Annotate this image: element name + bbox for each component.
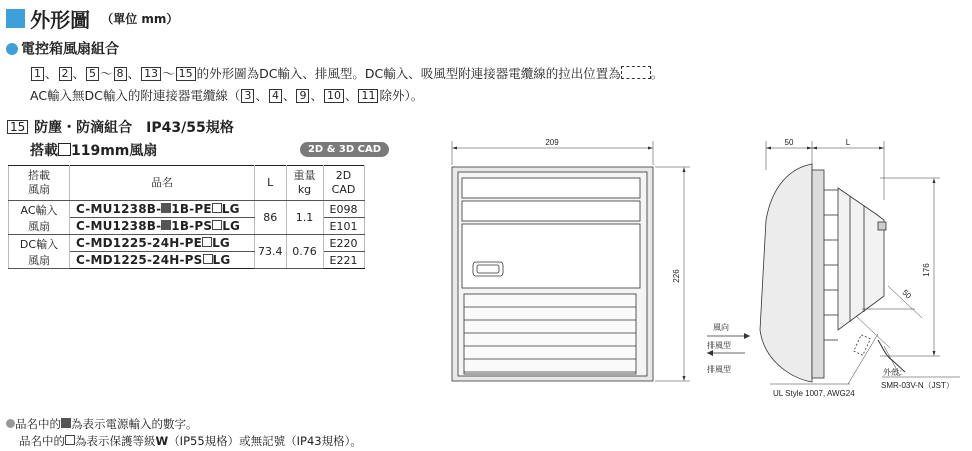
ref-number: 9	[296, 89, 309, 103]
dim-diagonal: 50	[900, 287, 914, 301]
l-cell: 86	[255, 201, 287, 235]
gray-dot-icon	[6, 419, 15, 428]
cable-spec-label: UL Style 1007, AWG24	[773, 389, 855, 398]
filled-square-icon	[61, 418, 71, 428]
model-sub-text: 119mm風扇	[71, 143, 158, 159]
side-view	[760, 141, 960, 384]
unit-note: （單位 mm）	[101, 12, 179, 26]
weight-cell: 0.76	[286, 235, 323, 269]
cad-link[interactable]: E101	[323, 218, 364, 235]
open-square-icon	[65, 435, 75, 445]
note-text: AC輸入無DC輸入的附連接器電纜線（	[30, 88, 241, 103]
ref-number: 2	[59, 67, 72, 81]
ref-number: 8	[114, 67, 127, 81]
wind-direction-label: 風向	[713, 323, 729, 332]
note-line-2: AC輸入無DC輸入的附連接器電纜線（ 3 、 4 、 9 、 10 、 11 除外）。	[30, 88, 424, 103]
page-title: 外形圖	[30, 8, 91, 32]
fan-cell: AC輸入 風扇	[9, 201, 70, 235]
ref-number: 5	[86, 67, 99, 81]
col-header-name: 品名	[70, 166, 255, 201]
part-number-cell: C-MU1238B- 1B-PS LG	[70, 218, 255, 235]
footnote-1: 品名中的 為表示電源輸入的數字。	[6, 416, 198, 432]
ref-number: 11	[358, 89, 378, 103]
cad-link[interactable]: E098	[323, 201, 364, 218]
note-text: 。	[650, 66, 664, 81]
note-text: 的外形圖為DC輸入、排風型。DC輸入、吸風型附連接器電纜線的拉出位置為	[196, 66, 621, 81]
note-line-1: 1 、 2 、 5 ～ 8 、 13 ～ 15 的外形圖為DC輸入、排風型。DC輸入、吸風型附連接器電纜線的拉出位置為 。	[30, 64, 663, 82]
dim-side-a: 50	[784, 138, 794, 147]
dim-height: 226	[672, 269, 681, 283]
ref-number: 3	[241, 89, 254, 103]
col-header-weight: 重量 kg	[286, 166, 323, 201]
housing-part-label: SMR-03V-N（JST）	[881, 381, 954, 390]
dim-width: 209	[545, 138, 559, 147]
note-text: 除外）。	[379, 88, 424, 103]
l-cell: 73.4	[255, 235, 287, 269]
cad-badge[interactable]: 2D & 3D CAD	[300, 142, 389, 157]
housing-label: 外殼：	[883, 368, 907, 377]
model-number: 15	[7, 120, 28, 134]
fan-cell: DC輸入 風扇	[9, 235, 70, 269]
cad-link[interactable]: E221	[323, 252, 364, 269]
front-view	[452, 141, 690, 381]
model-sub-text: 搭載	[30, 143, 58, 159]
exhaust-label: 排風型	[707, 365, 731, 374]
part-number-cell: C-MD1225-24H-PE LG	[70, 235, 255, 252]
ref-number: 4	[269, 89, 282, 103]
ref-number: 10	[324, 89, 344, 103]
ref-number: 13	[141, 67, 161, 81]
cad-link[interactable]: E220	[323, 235, 364, 252]
part-number-cell: C-MU1238B- 1B-PE LG	[70, 201, 255, 218]
ref-number: 1	[31, 67, 44, 81]
weight-cell: 1.1	[286, 201, 323, 235]
dim-side-l: L	[845, 138, 851, 147]
col-header-cad: 2D CAD	[323, 166, 364, 201]
footnote-2: 品名中的 為表示保護等級W（IP55規格）或無記號（IP43規格）。	[19, 434, 362, 448]
dim-side-height: 176	[922, 263, 931, 277]
ref-number: 15	[176, 67, 196, 81]
col-header-fan: 搭載 風扇	[9, 166, 70, 201]
exhaust-label: 排風型	[707, 341, 731, 350]
col-header-l: L	[255, 166, 287, 201]
model-title: 防塵・防滴組合 IP43/55規格	[34, 120, 234, 136]
part-number-cell: C-MD1225-24H-PS LG	[70, 252, 255, 269]
section-title: 電控箱風扇組合	[21, 41, 119, 58]
